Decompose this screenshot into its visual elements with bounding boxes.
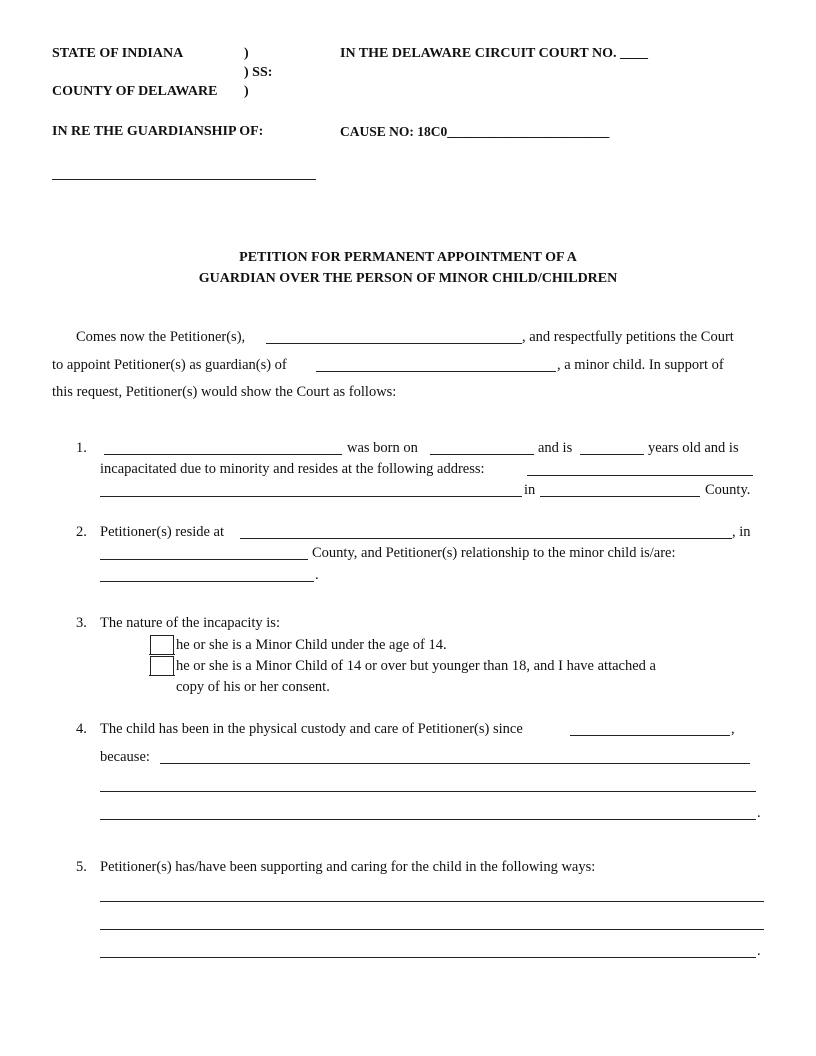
ss-label: ) SS: [244,65,273,80]
item-number: 1. [76,440,87,456]
guardianship-name-line[interactable] [52,179,316,180]
item-text: The child has been in the physical custody and care of Petitioner(s) since [100,721,523,737]
item-text: years old and is [648,440,739,456]
intro-text: , a minor child. In support of [557,357,724,373]
intro-text: Comes now the Petitioner(s), [76,329,246,345]
item-number: 5. [76,859,87,875]
support-line-1[interactable] [100,901,764,902]
custody-reason-line-2[interactable] [100,791,756,792]
item-text: incapacitated due to minority and resides at the following address: [100,461,485,477]
item-text: Petitioner(s) reside at [100,524,225,540]
item-text: Petitioner(s) has/have been supporting and caring for the child in the following ways: [100,859,596,875]
title-line-1: PETITION FOR PERMANENT APPOINTMENT OF A [239,250,577,265]
age-line[interactable] [580,454,644,455]
item-text: County. [705,482,751,498]
custody-reason-line-3[interactable] [100,819,756,820]
intro-text: this request, Petitioner(s) would show the Court as follows: [52,384,397,400]
custody-reason-line-1[interactable] [160,763,750,764]
item-text: . [315,567,319,583]
child-name-line[interactable] [104,454,342,455]
item-text: County, and Petitioner(s) relationship to the minor child is/are: [312,545,676,561]
caption-paren: ) [244,84,249,99]
residence-county-line[interactable] [100,559,308,560]
item-number: 2. [76,524,87,540]
item-number: 4. [76,721,87,737]
petitioner-name-line[interactable] [266,343,522,344]
birth-date-line[interactable] [430,454,534,455]
cause-number: CAUSE NO: 18C0________________________ [340,124,610,139]
residence-line[interactable] [240,538,732,539]
item-text: because: [100,749,150,765]
address-line[interactable] [527,475,753,476]
custody-date-line[interactable] [570,735,730,736]
relationship-line[interactable] [100,581,314,582]
item-text: , in [732,524,751,540]
item-text: . [757,943,761,959]
title-line-2: GUARDIAN OVER THE PERSON OF MINOR CHILD/CHILDREN [198,271,618,286]
item-text: in [524,482,536,498]
county-label: COUNTY OF DELAWARE [52,84,218,99]
item-number: 3. [76,615,87,631]
item-text: and is [538,440,573,456]
county-name-line[interactable] [540,496,700,497]
item-text: , [731,721,735,737]
court-label: IN THE DELAWARE CIRCUIT COURT NO. ____ [340,46,648,61]
over-14-checkbox[interactable] [150,656,174,676]
intro-text: to appoint Petitioner(s) as guardian(s) of [52,357,287,373]
address-line-2[interactable] [100,496,522,497]
caption-paren: ) [244,46,249,61]
item-text: was born on [347,440,418,456]
item-text: The nature of the incapacity is: [100,615,280,631]
state-label: STATE OF INDIANA [52,46,184,61]
checkbox-label: he or she is a Minor Child of 14 or over but younger than 18, and I have attached a [176,658,656,674]
minor-child-name-line[interactable] [316,371,556,372]
under-14-checkbox[interactable] [150,635,174,655]
support-line-2[interactable] [100,929,764,930]
intro-text: , and respectfully petitions the Court [522,329,734,345]
guardianship-label: IN RE THE GUARDIANSHIP OF: [52,124,264,139]
checkbox-label: he or she is a Minor Child under the age of 14. [176,637,447,653]
support-line-3[interactable] [100,957,756,958]
item-text: . [757,805,761,821]
checkbox-label: copy of his or her consent. [176,679,330,695]
